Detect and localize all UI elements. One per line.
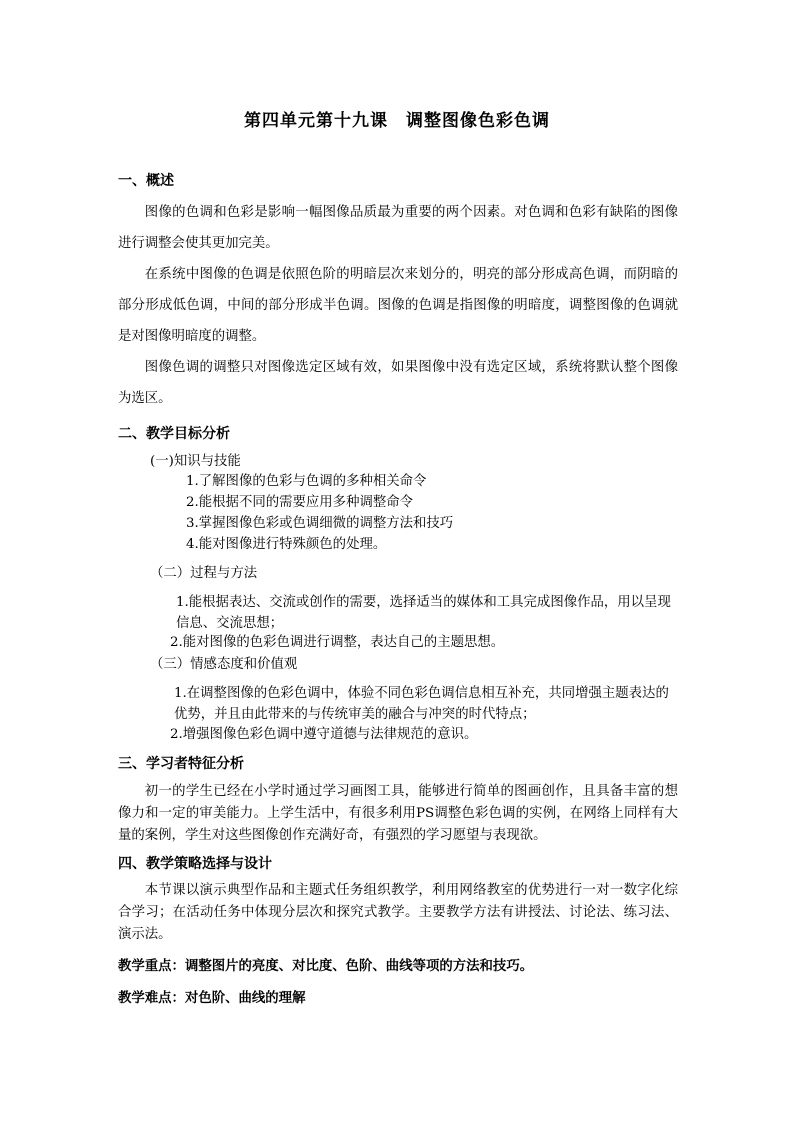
heading-learners: 三、学习者特征分析: [118, 756, 244, 772]
title-topic: 调整图像色彩色调: [406, 111, 550, 131]
knowledge-item-2: 2.能根据不同的需要应用多种调整命令: [186, 495, 414, 510]
emotion-label: （三）情感态度和价值观: [150, 657, 298, 672]
overview-paragraph-2: 在系统中图像的色调是依照色阶的明暗层次来划分的，明亮的部分形成高色调，而阴暗的部分形成低色调，中间的部分形成半色调。图像的色调是指图像的明暗度，调整图像的色调就是对图像明暗度的调整。: [118, 267, 678, 344]
heading-overview: 一、概述: [118, 173, 174, 189]
learners-paragraph: 初一的学生已经在小学时通过学习画图工具，能够进行简单的图画创作，且具备丰富的想像力和一定的审美能力。上学生活中，有很多利用PS调整色彩色调的实例，在网络上同样有大量的案例，学生对这些图像创作充满好奇，有强烈的学习愿望与表现欲。: [118, 784, 678, 843]
emotion-item-2: 2.增强图像色彩色调中遵守道德与法律规范的意识。: [170, 727, 478, 742]
emotion-item-1: 1.在调整图像的色彩色调中，体验不同色彩色调信息相互补充，共同增强主题表达的优势，并且由此带来的与传统审美的融合与冲突的时代特点；: [174, 686, 669, 722]
heading-strategy: 四、教学策略选择与设计: [118, 856, 272, 872]
knowledge-item-3: 3.掌握图像色彩或色调细微的调整方法和技巧: [186, 516, 454, 531]
process-item-1: 1.能根据表达、交流或创作的需要，选择适当的媒体和工具完成图像作品，用以呈现信息、交流思想；: [176, 595, 671, 631]
overview-paragraph-3: 图像色调的调整只对图像选定区域有效，如果图像中没有选定区域，系统将默认整个图像为选区。: [118, 360, 678, 406]
strategy-paragraph: 本节课以演示典型作品和主题式任务组织教学，利用网络教室的优势进行一对一数字化综合学习；在活动任务中体现分层次和探究式教学。主要教学方法有讲授法、讨论法、练习法、演示法。: [118, 883, 678, 942]
page-title: [0, 106, 794, 131]
heading-goals: 二、教学目标分析: [118, 426, 230, 442]
process-label: （二）过程与方法: [150, 566, 258, 581]
overview-paragraph-1: 图像的色调和色彩是影响一幅图像品质最为重要的两个因素。对色调和色彩有缺陷的图像进行调整会使其更加完美。: [118, 205, 678, 251]
teaching-difficulty: 教学难点：对色阶、曲线的理解: [118, 990, 306, 1006]
title-lesson: 第四单元第十九课: [244, 111, 388, 131]
process-item-2: 2.能对图像的色彩色调进行调整，表达自己的主题思想。: [170, 635, 505, 650]
teaching-key-point: 教学重点：调整图片的亮度、对比度、色阶、曲线等项的方法和技巧。: [118, 958, 534, 974]
knowledge-label: (一)知识与技能: [150, 454, 241, 469]
knowledge-item-4: 4.能对图像进行特殊颜色的处理。: [186, 537, 387, 552]
knowledge-item-1: 1.了解图像的色彩与色调的多种相关命令: [186, 474, 427, 489]
